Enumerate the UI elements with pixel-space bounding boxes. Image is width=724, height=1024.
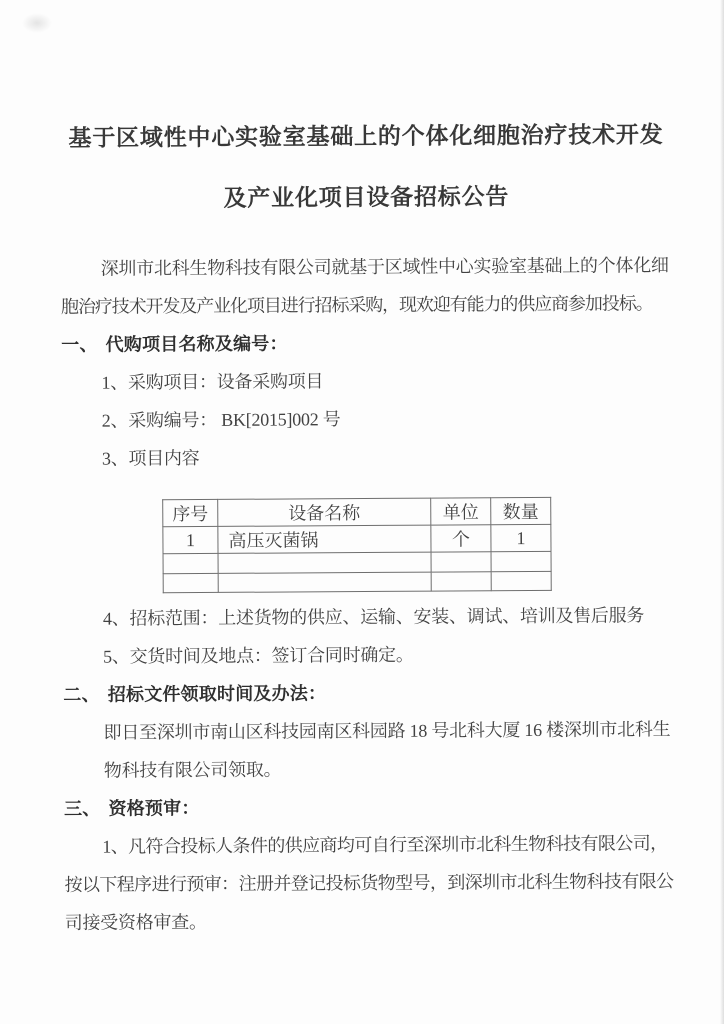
section-2-number: 二、 — [63, 684, 100, 705]
scan-artifact — [22, 13, 52, 33]
section-2-body-line-2: 物科技有限公司领取。 — [103, 759, 282, 781]
intro-line-1: 深圳市北科生物科技有限公司就基于区域性中心实验室基础上的个体化细 — [100, 255, 669, 279]
intro-line-2: 胞治疗技术开发及产业化项目进行招标采购，现欢迎有能力的供应商参加投标。 — [60, 293, 653, 317]
title-line-2: 及产业化项目设备招标公告 — [223, 184, 510, 211]
cell-unit — [431, 552, 491, 572]
header-cell-device-name: 设备名称 — [218, 498, 431, 526]
section-1-item-1: 1、采购项目：设备采购项目 — [101, 371, 324, 393]
header-cell-unit: 单位 — [431, 498, 491, 525]
cell-quantity — [491, 571, 551, 590]
document-title — [60, 104, 673, 230]
section-3-body-line-2: 按以下程序进行预审：注册并登记投标货物型号，到深圳市北科生物科技有限公 — [64, 871, 674, 895]
title-line-1: 基于区域性中心实验室基础上的个体化细胞治疗技术开发 — [68, 122, 664, 151]
section-1-heading — [61, 322, 673, 364]
header-cell-index: 序号 — [163, 499, 218, 526]
equipment-table-header-row — [163, 497, 551, 526]
section-2-title: 招标文件领取时间及办法： — [107, 683, 327, 705]
cell-index — [163, 573, 218, 592]
section-2-heading — [63, 672, 675, 714]
section-1-number: 一、 — [61, 334, 98, 355]
document-content — [59, 0, 677, 942]
section-3-heading — [64, 786, 676, 828]
cell-index: 1 — [163, 526, 218, 553]
table-row — [163, 524, 551, 553]
section-1-item-3: 3、项目内容 — [101, 448, 200, 469]
section-1-item-5: 5、交货时间及地点：签订合同时确定。 — [103, 644, 414, 667]
section-1-title: 代购项目名称及编号： — [105, 333, 288, 355]
cell-device-name — [218, 552, 431, 573]
section-3-number: 三、 — [64, 798, 101, 819]
cell-index — [163, 553, 218, 573]
section-1-item-2: 2、采购编号： BK[2015]002 号 — [101, 409, 341, 431]
cell-device-name: 高压灭菌锅 — [218, 525, 431, 553]
section-1-item-4: 4、招标范围：上述货物的供应、运输、安装、调试、培训及售后服务 — [102, 605, 645, 629]
cell-quantity — [491, 551, 551, 571]
table-row — [163, 571, 551, 592]
section-3-title: 资格预审： — [108, 798, 200, 819]
scan-edge-shadow — [720, 0, 724, 1024]
cell-unit — [431, 572, 491, 591]
section-3-body-line-1: 1、凡符合投标人条件的供应商均可自行至深圳市北科生物科技有限公司， — [102, 833, 668, 857]
section-2-body-line-1: 即日至深圳市南山区科技园南区科园路 18 号北科大厦 16 楼深圳市北科生 — [103, 719, 671, 743]
cell-device-name — [218, 572, 431, 592]
cell-quantity: 1 — [491, 524, 551, 551]
header-cell-quantity: 数量 — [491, 497, 551, 524]
equipment-table — [162, 497, 552, 593]
section-3-body-line-3: 司接受资格审查。 — [64, 911, 207, 933]
cell-unit: 个 — [431, 525, 491, 552]
table-row — [163, 551, 551, 573]
